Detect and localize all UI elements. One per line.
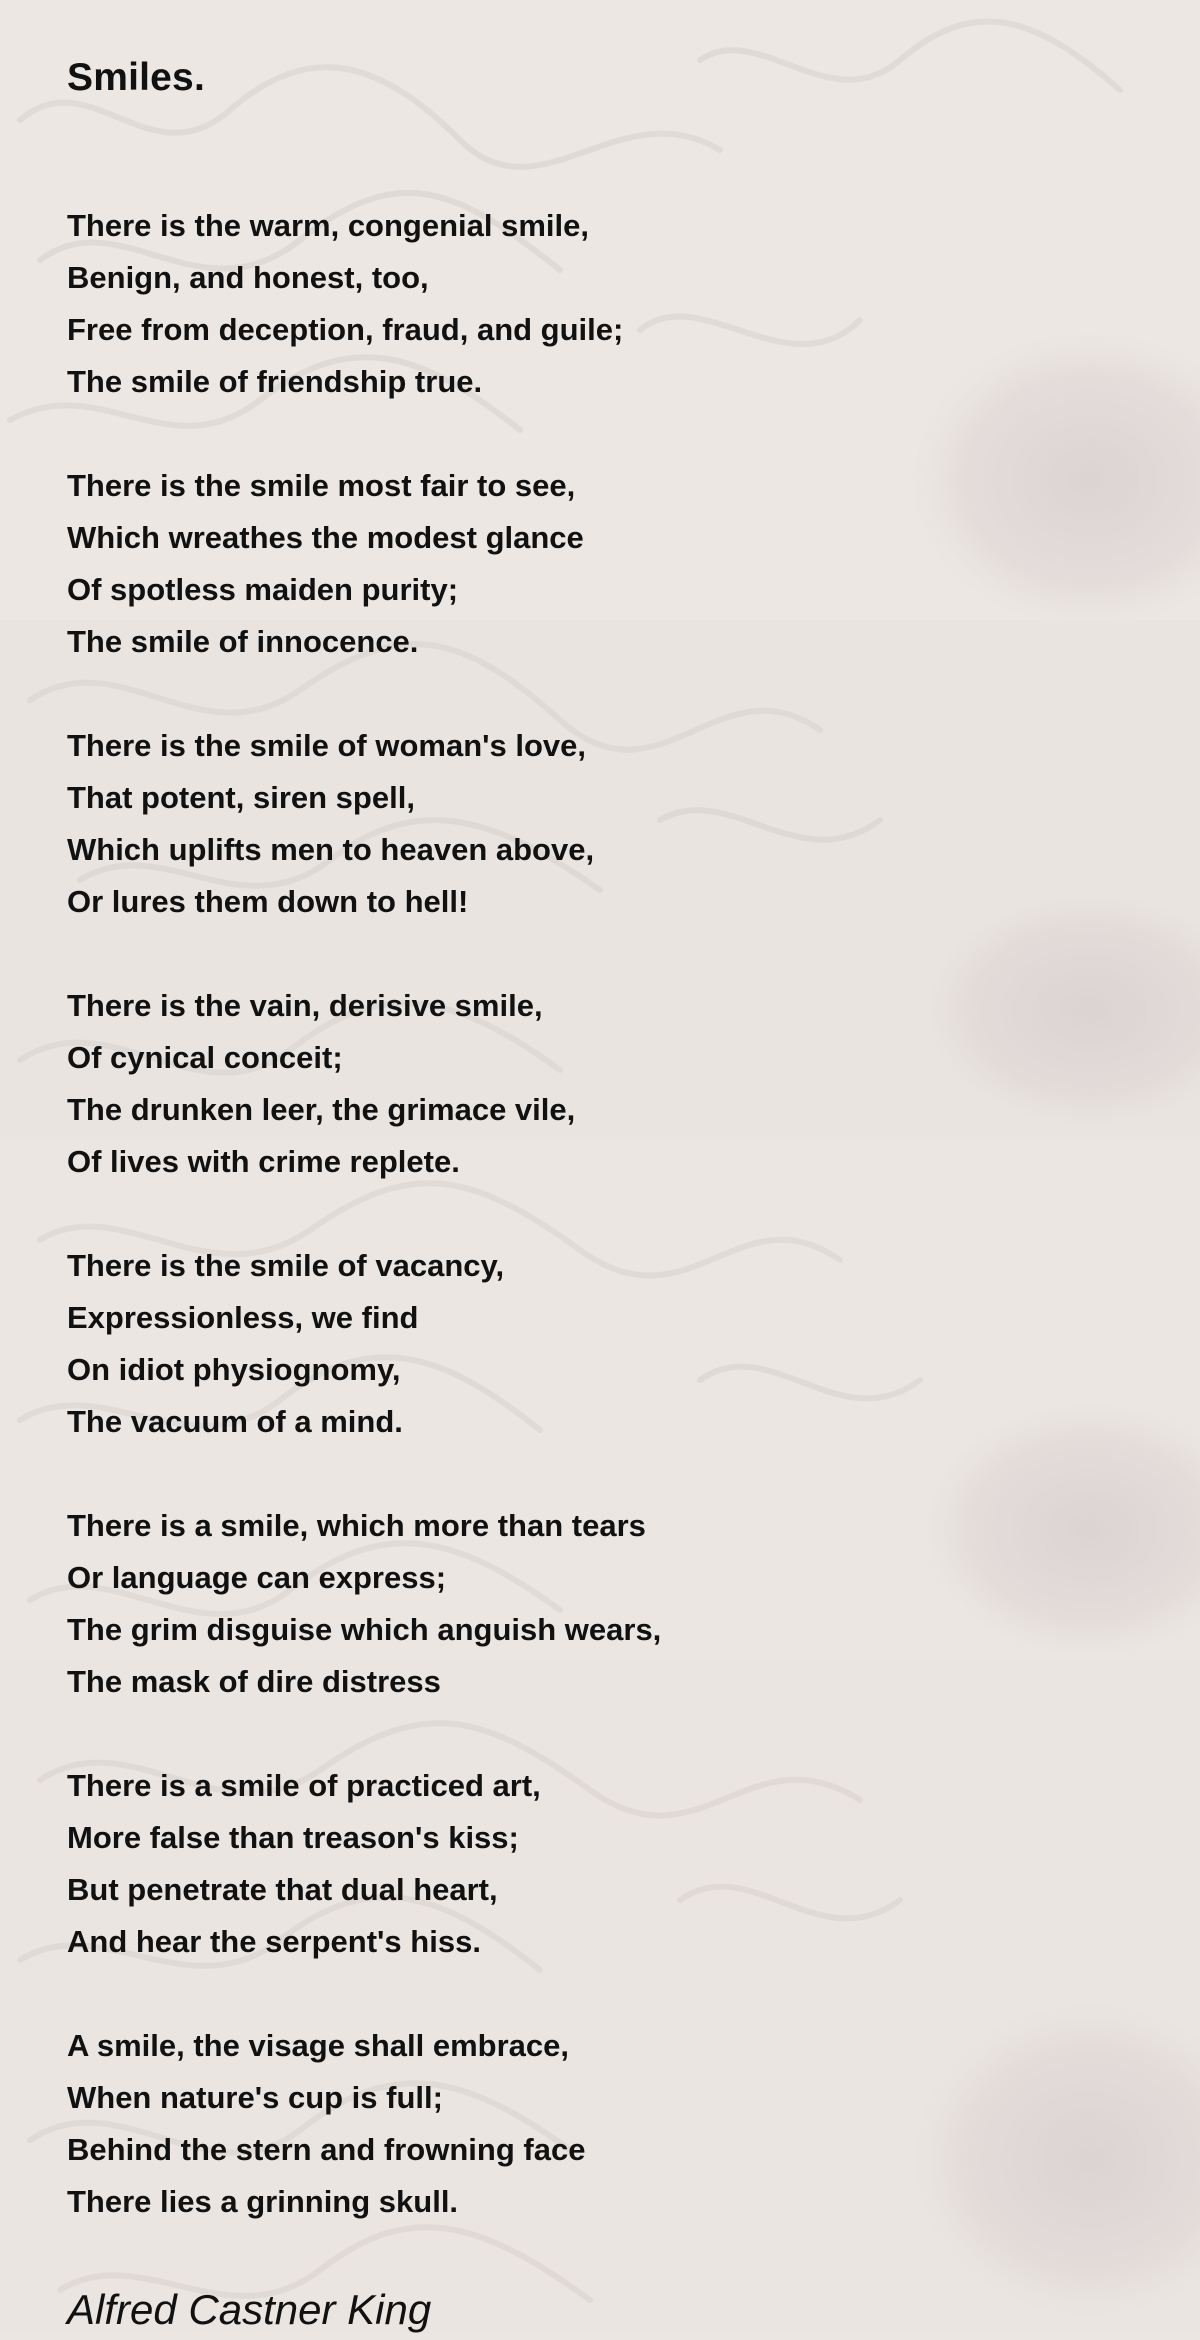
poem-line: Of lives with crime replete. [67,1144,460,1179]
stanza-3 [67,720,1200,928]
poem-title: Smiles. [67,56,205,99]
poem-body [67,200,1200,2228]
poem-line: There is the smile of vacancy, [67,1248,505,1283]
poem-line: Or language can express; [67,1560,447,1595]
poem-line: Benign, and honest, too, [67,260,429,295]
stanza-4 [67,980,1200,1188]
poem-line: But penetrate that dual heart, [67,1872,498,1907]
stanza-7 [67,1760,1200,1968]
poem-line: That potent, siren spell, [67,780,415,815]
poem-line: On idiot physiognomy, [67,1352,401,1387]
poem-line: There is the warm, congenial smile, [67,208,590,243]
poem-line: The mask of dire distress [67,1664,441,1699]
poem-line: There is a smile, which more than tears [67,1508,646,1543]
poem-author: Alfred Castner King [67,2286,432,2333]
poem-line: The smile of innocence. [67,624,419,659]
poem-line: The vacuum of a mind. [67,1404,403,1439]
poem-line: Free from deception, fraud, and guile; [67,312,624,347]
stanza-2 [67,460,1200,668]
stanza-6 [67,1500,1200,1708]
poem-line: The smile of friendship true. [67,364,483,399]
poem-line: Which wreathes the modest glance [67,520,584,555]
poem-line: A smile, the visage shall embrace, [67,2028,569,2063]
poem-line: Or lures them down to hell! [67,884,469,919]
poem-line: Of cynical conceit; [67,1040,343,1075]
poem-line: The grim disguise which anguish wears, [67,1612,662,1647]
poem-line: There is the smile of woman's love, [67,728,587,763]
poem-line: More false than treason's kiss; [67,1820,519,1855]
poem-line: The drunken leer, the grimace vile, [67,1092,576,1127]
poem-line: There is the vain, derisive smile, [67,988,543,1023]
poem-line: There lies a grinning skull. [67,2184,459,2219]
poem-line: Behind the stern and frowning face [67,2132,586,2167]
stanza-8 [67,2020,1200,2228]
poem-line: Expressionless, we find [67,1300,419,1335]
stanza-5 [67,1240,1200,1448]
poem-line: When nature's cup is full; [67,2080,443,2115]
stanza-1 [67,200,1200,408]
poem-line: Which uplifts men to heaven above, [67,832,595,867]
poem-line: Of spotless maiden purity; [67,572,459,607]
poem-line: There is a smile of practiced art, [67,1768,541,1803]
poem-line: There is the smile most fair to see, [67,468,576,503]
poem-line: And hear the serpent's hiss. [67,1924,481,1959]
